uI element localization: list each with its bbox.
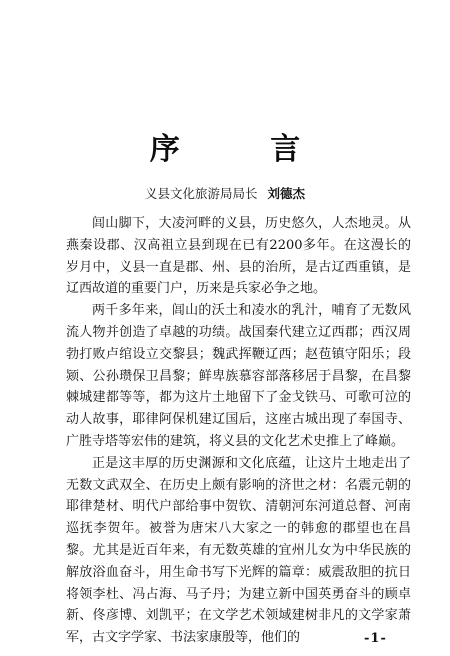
byline <box>0 184 450 202</box>
body-text <box>66 213 411 649</box>
author-name: 刘德杰 <box>267 186 306 201</box>
page-title: 序 言 <box>149 132 341 167</box>
page-number: -1- <box>364 631 387 646</box>
paragraph: 闾山脚下，大凌河畔的义县，历史悠久，人杰地灵。从燕秦设郡、汉高祖立县到现在已有2200多年。在这漫长的岁月中，义县一直是郡、州、县的治所，是古辽西重镇，是辽西故道的重要门户，历来是兵家必争之地。 <box>66 216 411 297</box>
paragraph: 两千多年来，闾山的沃土和凌水的乳汁，哺育了无数风流人物并创造了卓越的功绩。战国秦代建立辽西郡；西汉周勃打败卢绾设立交黎县；魏武挥鞭辽西；赵苞镇守阳乐；段颎、公孙瓒保卫昌黎；鲜卑族慕容部落移居于昌黎，在昌黎棘城建都等等，都为这片土地留下了金戈铁马、可歌可泣的动人故事，耶律阿保机建辽国后，这座古城出现了奉国寺、广胜寺塔等宏伟的建筑，将义县的文化艺术史推上了峰巅。 <box>66 303 411 449</box>
paragraph: 正是这丰厚的历史渊源和文化底蕴，让这片土地走出了无数文武双全、在历史上颇有影响的济世之材：名震元朝的耶律楚材、明代户部给事中贺钦、清朝河东河道总督、河南巡抚李贺年。被誉为唐宋八大家之一的韩愈的郡望也在昌黎。尤其是近百年来，有无数英雄的宜州儿女为中华民族的解放浴血奋斗，用生命书写下光辉的篇章：威震敌胆的抗日将领李杜、冯占海、马子丹；为建立新中国英勇奋斗的顾卓新、佟彦博、刘凯平；在文学艺术领域建树非凡的文学家萧军，古文字学家、书法家康殷等，他们的 <box>66 455 411 646</box>
author-role: 义县文化旅游局局长 <box>144 186 258 201</box>
